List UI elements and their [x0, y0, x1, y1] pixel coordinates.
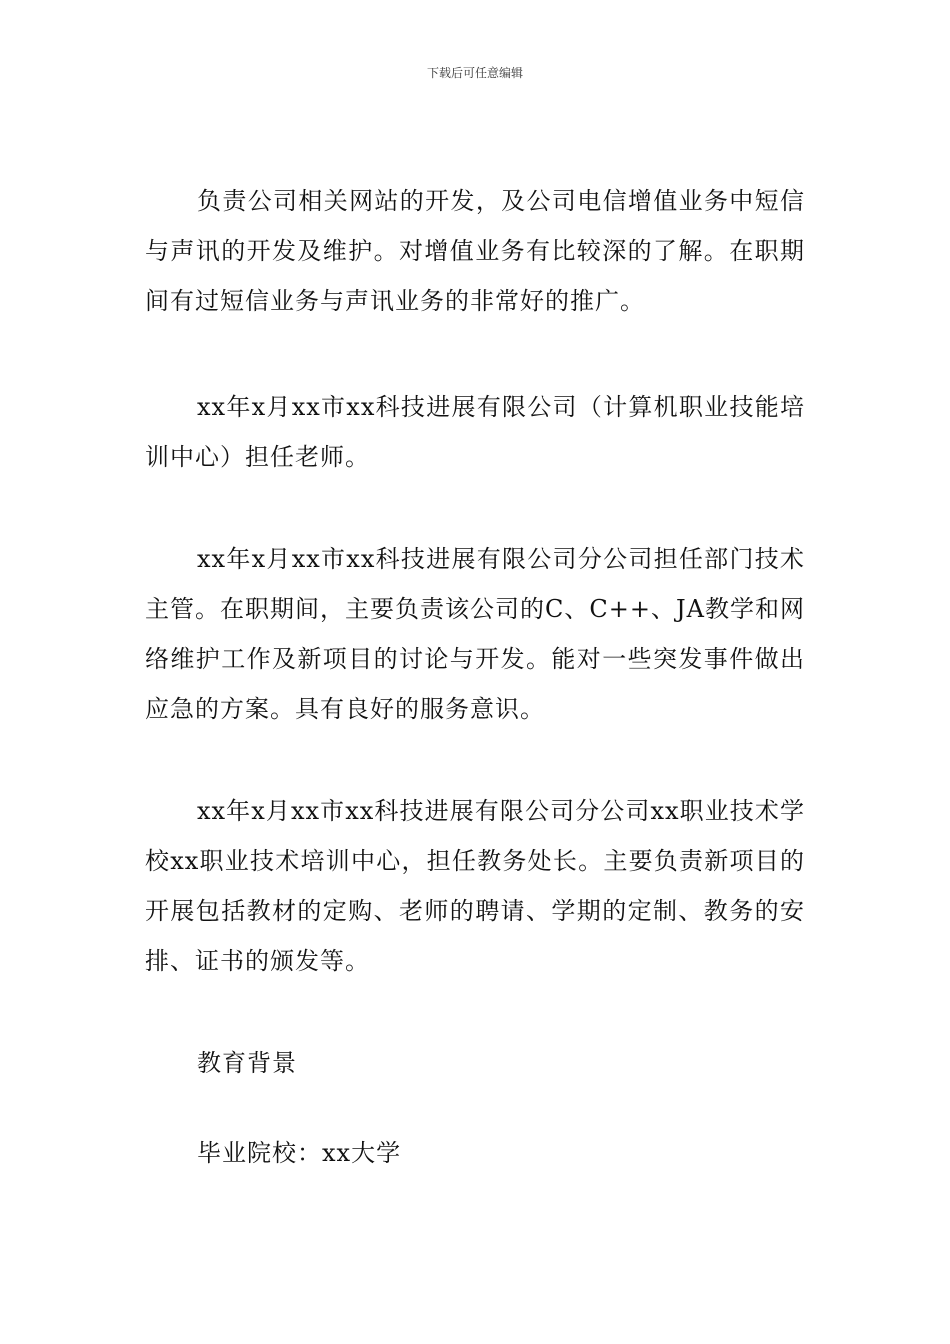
paragraph-tech-supervisor: xx年x月xx市xx科技进展有限公司分公司担任部门技术主管。在职期间，主要负责该公司的C、C++、JA教学和网络维护工作及新项目的讨论与开发。能对一些突发事件做出应急的方案。具有良好的服务意识。 [145, 545, 805, 723]
paragraph-graduated-school: 毕业院校：xx大学 [197, 1139, 402, 1167]
paragraph-academic-director: xx年x月xx市xx科技进展有限公司分公司xx职业技术学校xx职业技术培训中心，担任教务处长。主要负责新项目的开展包括教材的定购、老师的聘请、学期的定制、教务的安排、证书的颁发等。 [145, 797, 805, 975]
section-heading-education: 教育背景 [197, 1049, 297, 1077]
paragraph-job-duties: 负责公司相关网站的开发，及公司电信增值业务中短信与声讯的开发及维护。对增值业务有比较深的了解。在职期间有过短信业务与声讯业务的非常好的推广。 [145, 187, 805, 315]
paragraph-teacher-position: xx年x月xx市xx科技进展有限公司（计算机职业技能培训中心）担任老师。 [145, 393, 805, 471]
document-body [145, 176, 805, 1230]
page-header-note: 下载后可任意编辑 [426, 66, 523, 80]
